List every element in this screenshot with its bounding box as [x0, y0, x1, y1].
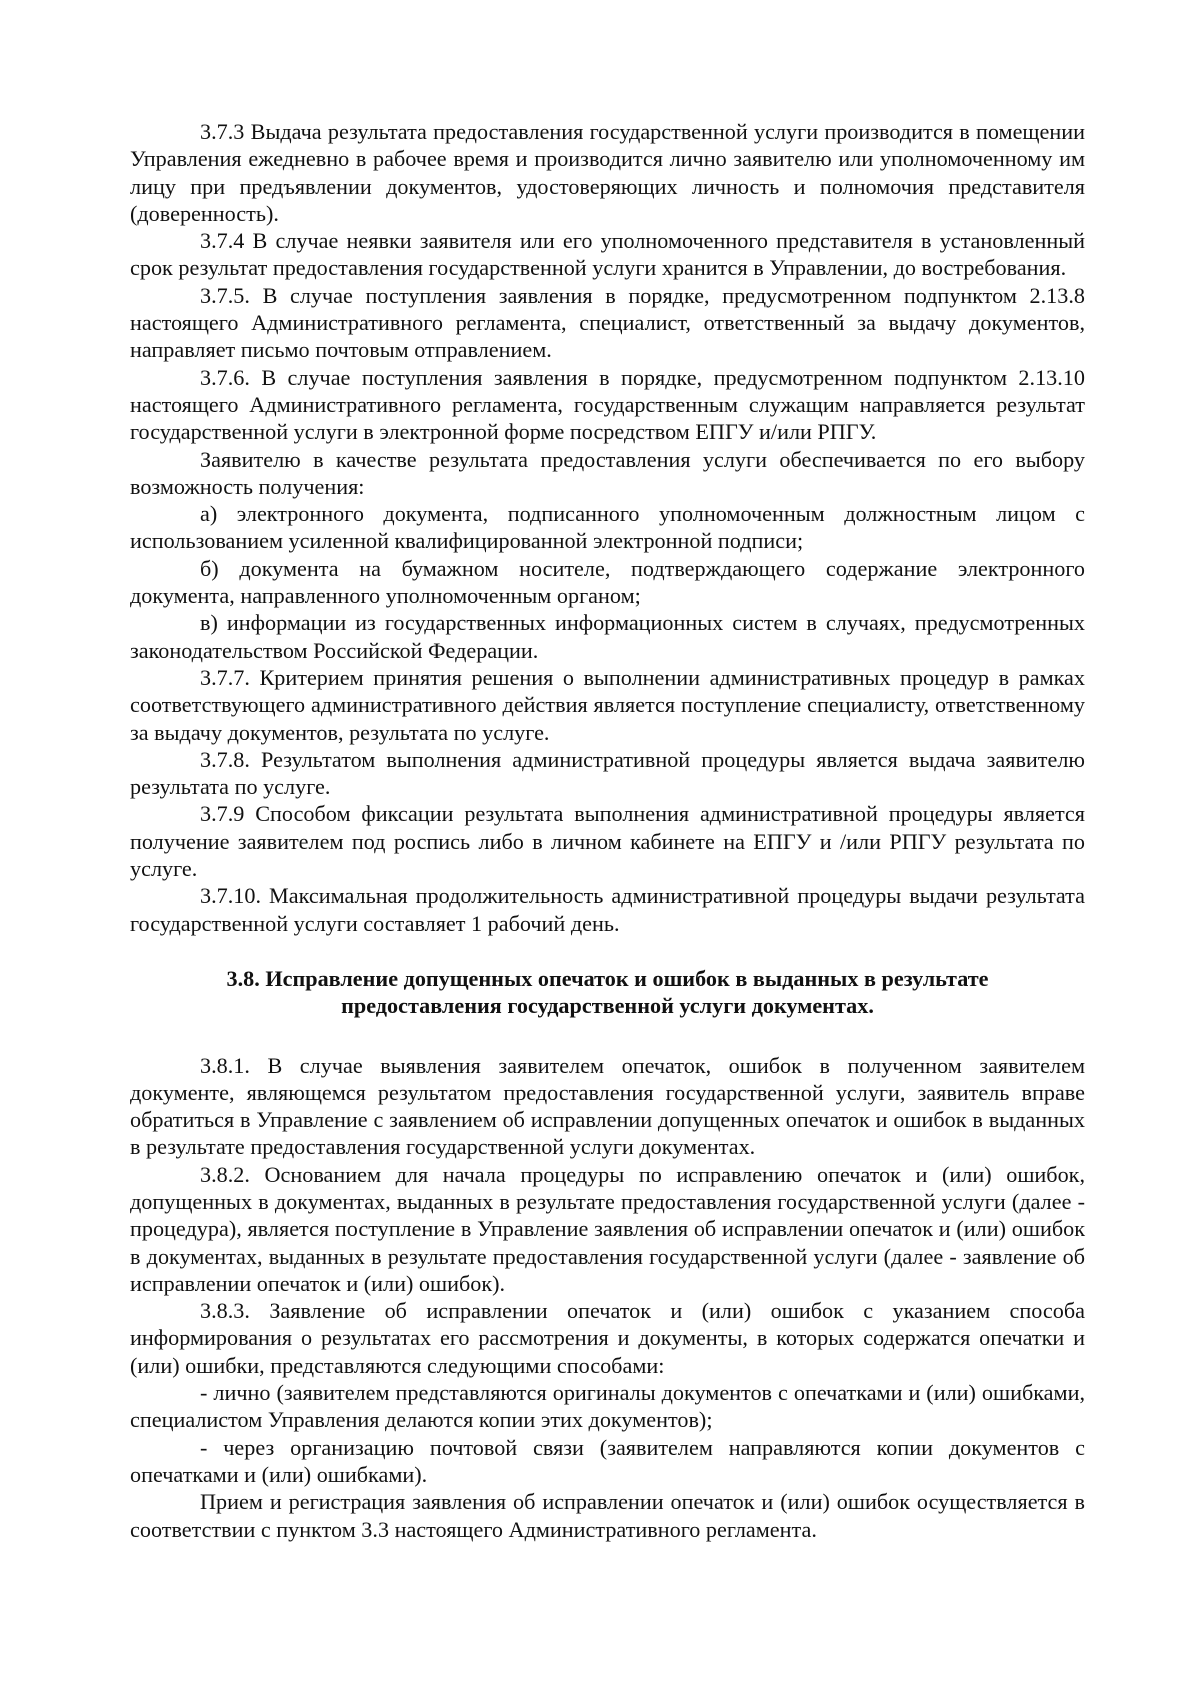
paragraph-3-7-5: 3.7.5. В случае поступления заявления в порядке, предусмотренном подпунктом 2.13.8 настоящего Административного регламента, специалист, ответственный за выдачу документов, направляет письмо почтовым отправлением. — [130, 282, 1085, 363]
paragraph-3-8-3: 3.8.3. Заявление об исправлении опечаток и (или) ошибок с указанием способа информирования о результатах его рассмотрения и документы, в которых содержатся опечатки и (или) ошибки, представляются следующими способами: — [130, 1298, 1085, 1378]
paragraph-3-8-2: 3.8.2. Основанием для начала процедуры по исправлению опечаток и (или) ошибок, допущенных в документах, выданных в результате предоставления государственной услуги (далее - процедура), является поступление в Управление заявления об исправлении опечаток и (или) ошибок в документах, выданных в результате предоставления государственной услуги (далее - заявление об исправлении опечаток и (или) ошибок). — [130, 1161, 1085, 1296]
list-item-b: б) документа на бумажном носителе, подтверждающего содержание электронного документа, направленного уполномоченным органом; — [130, 555, 1085, 609]
paragraph-3-7-4: 3.7.4 В случае неявки заявителя или его уполномоченного представителя в установленный срок результат предоставления государственной услуги хранится в Управлении, до востребования. — [130, 228, 1085, 281]
list-item-in-person: - лично (заявителем представляются оригиналы документов с опечатками и (или) ошибками, специалистом Управления делаются копии этих документов); — [130, 1380, 1085, 1433]
paragraph-3-8-1: 3.8.1. В случае выявления заявителем опечаток, ошибок в полученном заявителем документе, являющемся результатом предоставления государственной услуги, заявитель вправе обратиться в Управление с заявлением об исправлении допущенных опечаток и ошибок в выданных в результате предоставления государственной услуги документах. — [130, 1052, 1085, 1160]
paragraph-registration: Прием и регистрация заявления об исправлении опечаток и (или) ошибок осуществляется в соответствии с пунктом 3.3 настоящего Административного регламента. — [130, 1489, 1085, 1542]
list-item-a: а) электронного документа, подписанного уполномоченным должностным лицом с использованием усиленной квалифицированной электронной подписи; — [130, 501, 1085, 554]
paragraph-result-options: Заявителю в качестве результата предоставления услуги обеспечивается по его выбору возможность получения: — [130, 446, 1085, 499]
paragraph-3-7-10: 3.7.10. Максимальная продолжительность административной процедуры выдачи результата государственной услуги составляет 1 рабочий день. — [130, 883, 1085, 936]
paragraph-3-7-8: 3.7.8. Результатом выполнения административной процедуры является выдача заявителю результата по услуге. — [130, 746, 1085, 800]
paragraph-3-7-7: 3.7.7. Критерием принятия решения о выполнении административных процедур в рамках соответствующего административного действия является поступление специалисту, ответственному за выдачу документов, результата по услуге. — [130, 664, 1085, 745]
document-page — [130, 118, 1085, 1543]
paragraph-3-7-6: 3.7.6. В случае поступления заявления в порядке, предусмотренном подпунктом 2.13.10 настоящего Административного регламента, государственным служащим направляется результат государственной услуги в электронной форме посредством ЕПГУ и/или РПГУ. — [130, 364, 1085, 445]
list-item-v: в) информации из государственных информационных систем в случаях, предусмотренных законодательством Российской Федерации. — [130, 610, 1085, 663]
paragraph-3-7-9: 3.7.9 Способом фиксации результата выполнения административной процедуры является получение заявителем под роспись либо в личном кабинете на ЕПГУ и /или РПГУ результата по услуге. — [130, 801, 1085, 882]
section-3-8-heading: 3.8. Исправление допущенных опечаток и ошибок в выданных в результате предоставления государственной услуги документах. — [226, 965, 989, 1019]
list-item-by-post: - через организацию почтовой связи (заявителем направляются копии документов с опечатками и (или) ошибками). — [130, 1434, 1085, 1487]
paragraph-3-7-3: 3.7.3 Выдача результата предоставления государственной услуги производится в помещении Управления ежедневно в рабочее время и производится лично заявителю или уполномоченному им лицу при предъявлении документов, удостоверяющих личность и полномочия представителя (доверенность). — [130, 119, 1085, 226]
